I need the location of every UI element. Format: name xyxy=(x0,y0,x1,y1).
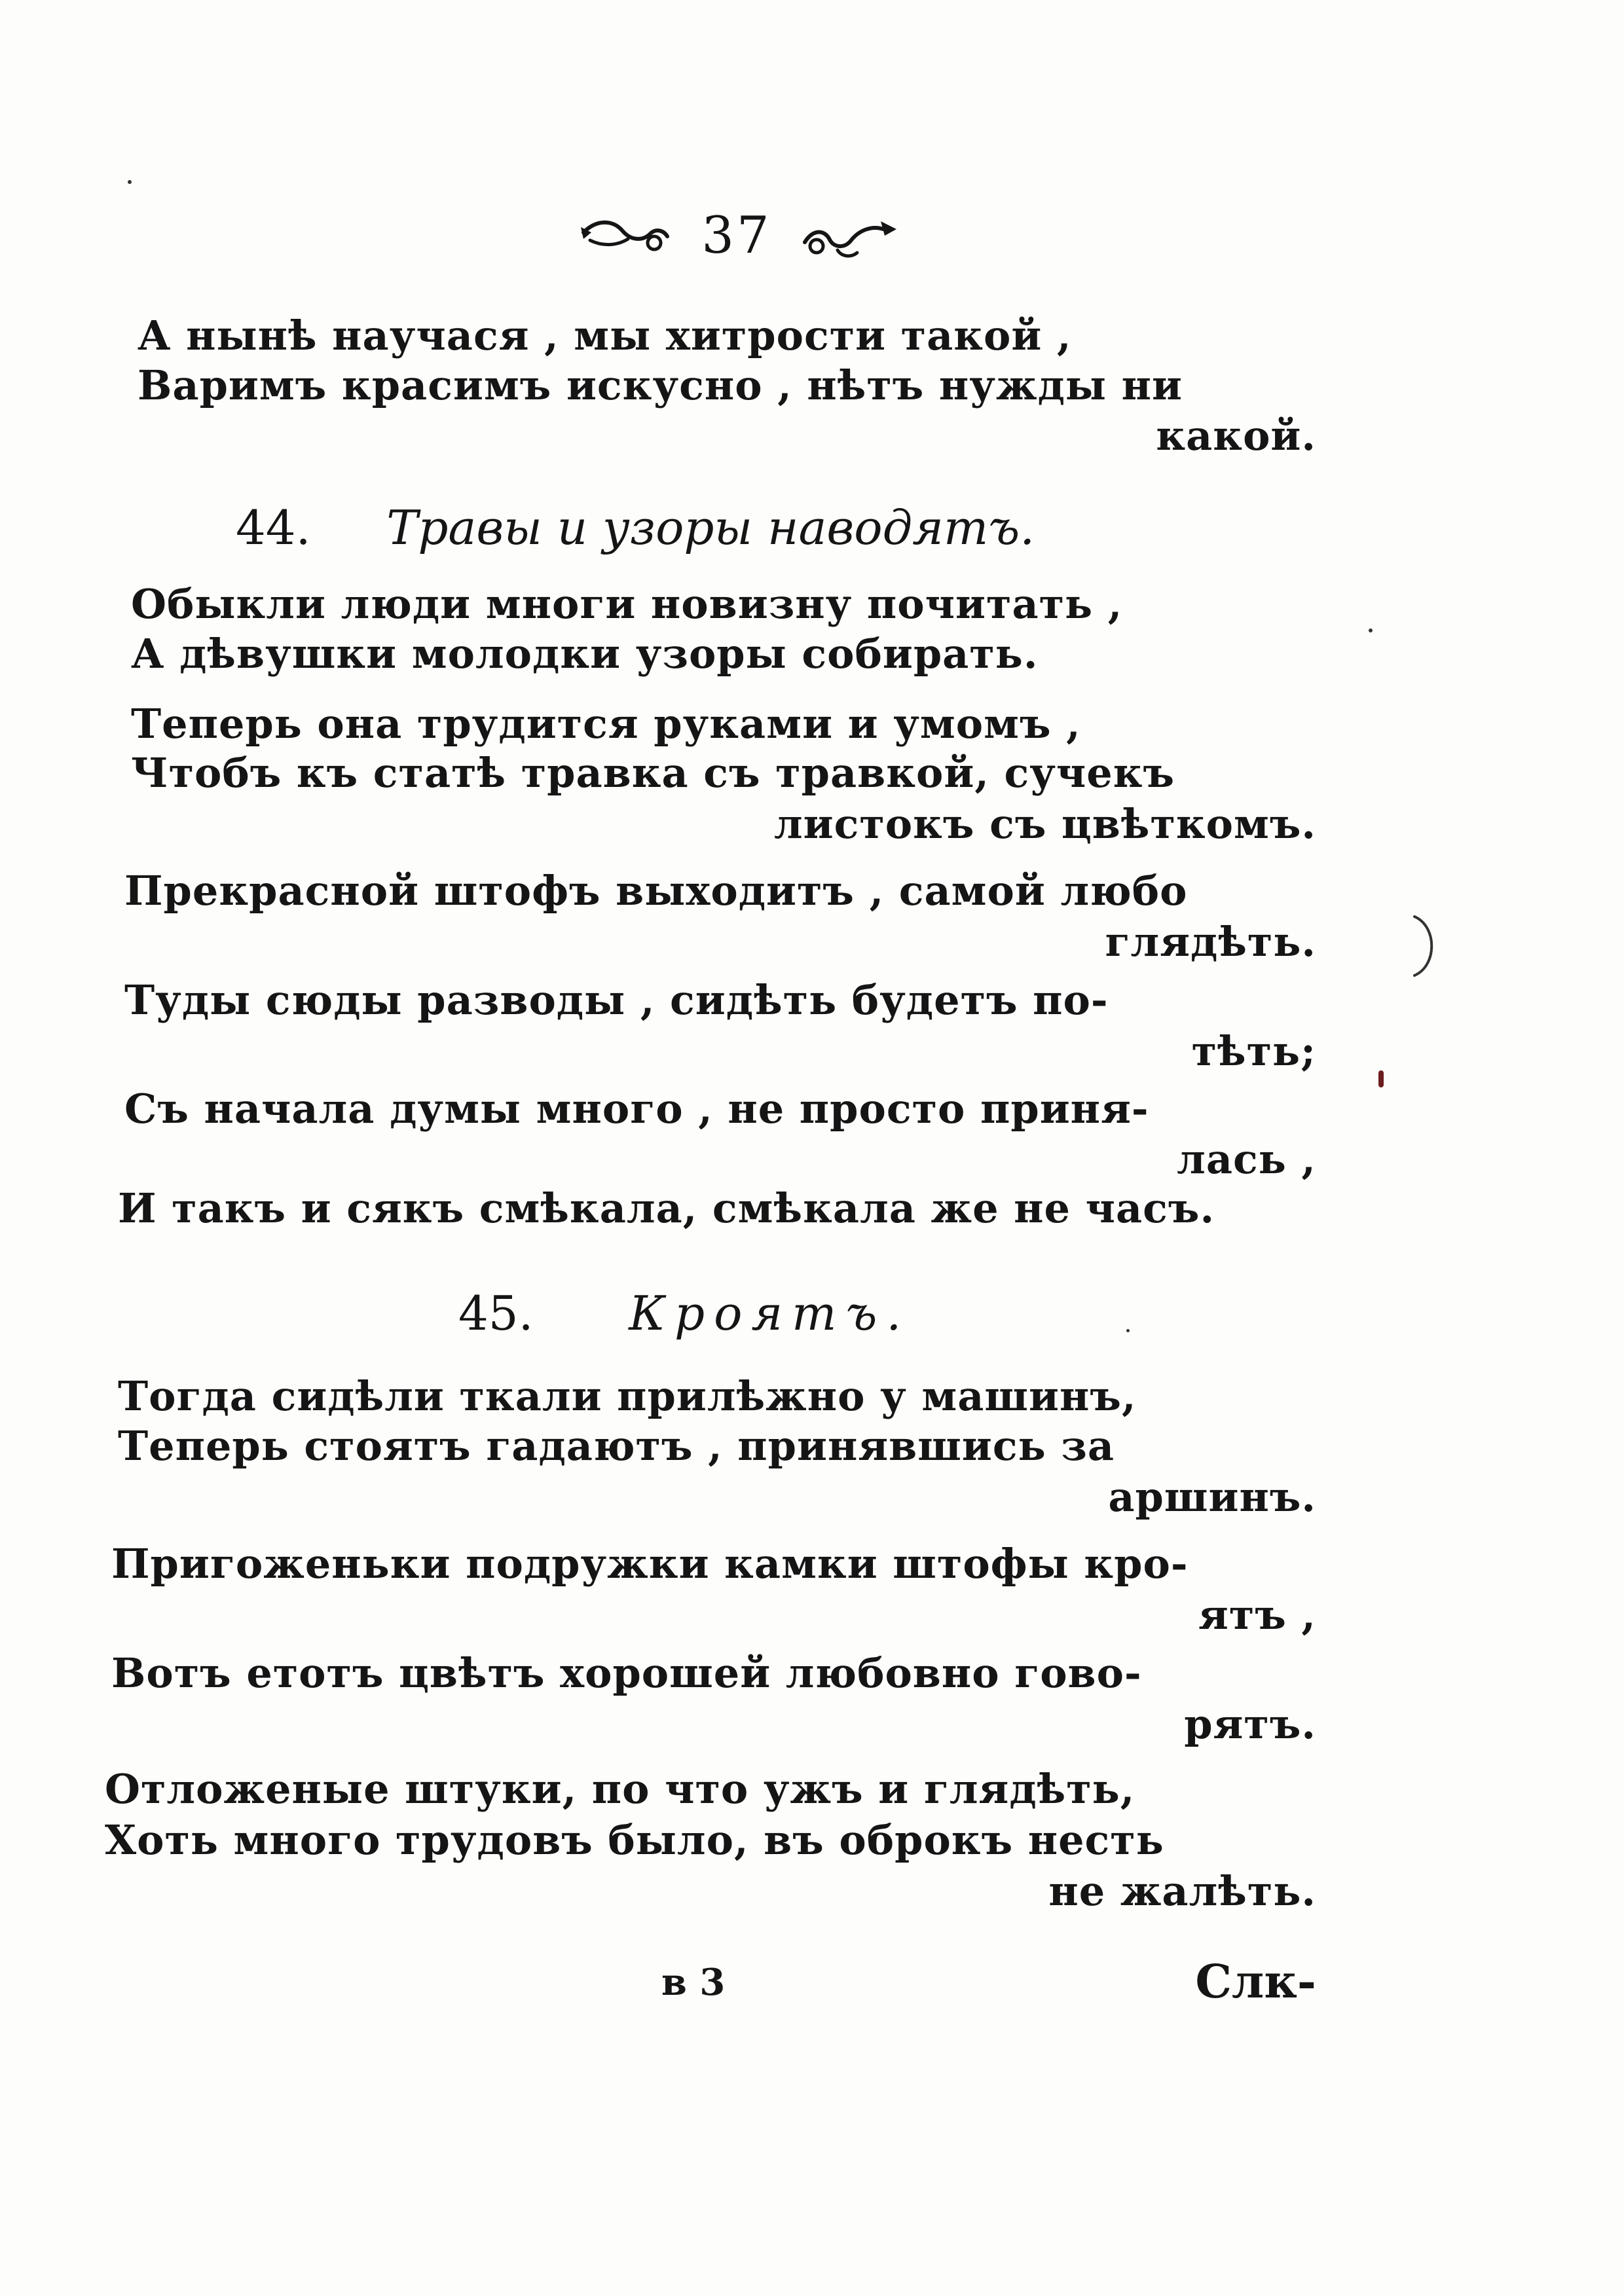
text-line: аршинъ. xyxy=(1108,1473,1316,1521)
section-heading-44 xyxy=(236,500,1035,555)
text-line: глядѣть. xyxy=(1105,918,1316,966)
section-title: Кроятъ. xyxy=(629,1286,911,1341)
page-number: 37 xyxy=(701,206,772,265)
section-title: Травы и узоры наводятъ. xyxy=(386,500,1035,555)
text-line: рятъ. xyxy=(1184,1700,1316,1748)
section-heading-45 xyxy=(458,1286,911,1341)
fleuron-right-icon xyxy=(798,210,903,262)
text-line: Прекрасной штофъ выходитъ , самой любо xyxy=(124,867,1188,915)
fleuron-left-icon xyxy=(577,213,675,259)
signature-mark: в 3 xyxy=(661,1961,726,2004)
ink-speck-icon xyxy=(128,180,132,184)
text-line: листокъ съ цвѣткомъ. xyxy=(773,800,1316,848)
text-line: не жалѣть. xyxy=(1048,1867,1316,1915)
margin-mark-icon xyxy=(1408,910,1447,985)
text-line: А нынѣ научася , мы хитрости такой , xyxy=(138,312,1072,359)
intro-stanza xyxy=(111,308,1316,465)
text-line: Съ начала думы много , не просто приня- xyxy=(124,1085,1149,1133)
text-line: какой. xyxy=(1156,412,1316,460)
text-line: Туды сюды разводы , сидѣть будетъ по- xyxy=(124,976,1109,1024)
text-line: тѣть; xyxy=(1191,1027,1316,1075)
page-header xyxy=(557,196,923,275)
text-line: лась , xyxy=(1177,1135,1316,1183)
text-line: ятъ , xyxy=(1198,1591,1316,1639)
text-line: Отложеные штуки, по что ужъ и глядѣть, xyxy=(105,1765,1135,1813)
section-44-text xyxy=(111,576,1316,1231)
text-line: Тогда сидѣли ткали прилѣжно у машинъ, xyxy=(118,1372,1137,1420)
text-line: И такъ и сякъ смѣкала, смѣкала же не часъ. xyxy=(118,1184,1215,1232)
text-line: Варимъ красимъ искусно , нѣтъ нужды ни xyxy=(138,361,1183,409)
ink-speck-icon xyxy=(1126,1329,1130,1332)
section-45-text xyxy=(105,1368,1316,1944)
section-number: 45. xyxy=(458,1286,534,1341)
text-line: Обыкли люди многи новизну почитать , xyxy=(131,580,1123,628)
text-line: Теперь стоятъ гадаютъ , принявшись за xyxy=(118,1422,1115,1470)
text-line: Теперь она трудится руками и умомъ , xyxy=(131,700,1081,748)
ink-speck-icon xyxy=(1369,629,1373,632)
text-line: Хоть много трудовъ было, въ оброкъ несть xyxy=(105,1816,1164,1864)
ink-speck-icon xyxy=(1378,1070,1384,1087)
section-number: 44. xyxy=(236,500,311,555)
text-line: Вотъ етотъ цвѣтъ хорошей любовно гово- xyxy=(111,1649,1142,1697)
catchword: Слк- xyxy=(1195,1954,1316,2009)
text-line: А дѣвушки молодки узоры собирать. xyxy=(131,630,1039,678)
text-line: Пригоженьки подружки камки штофы кро- xyxy=(111,1540,1189,1588)
text-line: Чтобъ къ статѣ травка съ травкой, сучекъ xyxy=(131,749,1175,797)
